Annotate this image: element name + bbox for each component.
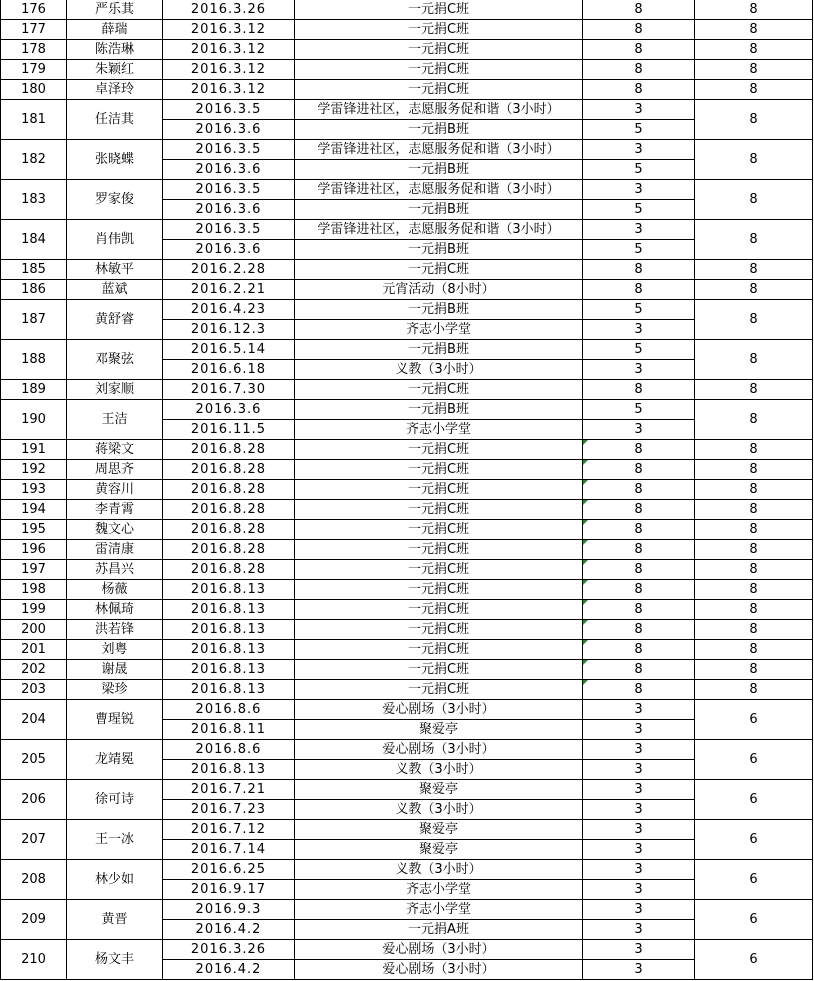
- activity-name: 一元捐C班: [295, 540, 583, 560]
- table-row: [1, 60, 813, 80]
- activity-date: 2016.8.13: [163, 680, 295, 700]
- record-number: 195: [1, 520, 67, 540]
- activity-date: 2016.7.14: [163, 840, 295, 860]
- record-number: 181: [1, 100, 67, 140]
- table-row: [1, 400, 813, 420]
- activity-name: 学雷锋进社区，志愿服务促和谐（3小时）: [295, 220, 583, 240]
- activity-name: 齐志小学堂: [295, 420, 583, 440]
- volunteer-name: 黄容川: [67, 480, 163, 500]
- activity-hours: 8: [583, 440, 695, 460]
- activity-name: 元宵活动（8小时）: [295, 280, 583, 300]
- activity-date: 2016.4.2: [163, 920, 295, 940]
- table-row: [1, 260, 813, 280]
- record-number: 187: [1, 300, 67, 340]
- activity-hours: 5: [583, 120, 695, 140]
- activity-date: 2016.9.3: [163, 900, 295, 920]
- record-number: 193: [1, 480, 67, 500]
- total-hours: 8: [695, 560, 813, 580]
- record-number: 199: [1, 600, 67, 620]
- activity-name: 义教（3小时）: [295, 360, 583, 380]
- activity-hours: 5: [583, 160, 695, 180]
- table-row: [1, 700, 813, 720]
- activity-date: 2016.3.6: [163, 120, 295, 140]
- activity-name: 一元捐C班: [295, 640, 583, 660]
- volunteer-name: 谢晟: [67, 660, 163, 680]
- activity-hours: 8: [583, 580, 695, 600]
- volunteer-name: 李青霄: [67, 500, 163, 520]
- volunteer-name: 杨薇: [67, 580, 163, 600]
- activity-hours: 5: [583, 300, 695, 320]
- activity-name: 一元捐C班: [295, 520, 583, 540]
- activity-name: 一元捐B班: [295, 340, 583, 360]
- activity-date: 2016.3.6: [163, 400, 295, 420]
- activity-name: 一元捐C班: [295, 480, 583, 500]
- total-hours: 8: [695, 640, 813, 660]
- activity-date: 2016.4.23: [163, 300, 295, 320]
- volunteer-name: 蒋梁文: [67, 440, 163, 460]
- activity-hours: 3: [583, 420, 695, 440]
- activity-hours: 8: [583, 260, 695, 280]
- activity-hours: 8: [583, 540, 695, 560]
- activity-date: 2016.8.11: [163, 720, 295, 740]
- activity-name: 一元捐C班: [295, 380, 583, 400]
- total-hours: 6: [695, 940, 813, 980]
- record-number: 202: [1, 660, 67, 680]
- record-number: 179: [1, 60, 67, 80]
- activity-date: 2016.8.13: [163, 600, 295, 620]
- activity-name: 一元捐B班: [295, 160, 583, 180]
- table-row: [1, 860, 813, 880]
- activity-hours: 5: [583, 240, 695, 260]
- activity-hours: 3: [583, 720, 695, 740]
- volunteer-name: 任洁萁: [67, 100, 163, 140]
- activity-date: 2016.8.13: [163, 660, 295, 680]
- volunteer-name: 薛瑞: [67, 20, 163, 40]
- record-number: 203: [1, 680, 67, 700]
- table-row: [1, 220, 813, 240]
- total-hours: 8: [695, 300, 813, 340]
- activity-hours: 5: [583, 400, 695, 420]
- activity-name: 一元捐C班: [295, 660, 583, 680]
- total-hours: 8: [695, 620, 813, 640]
- volunteer-name: 王一冰: [67, 820, 163, 860]
- activity-name: 一元捐C班: [295, 0, 583, 20]
- volunteer-name: 苏昌兴: [67, 560, 163, 580]
- activity-date: 2016.8.13: [163, 760, 295, 780]
- activity-name: 一元捐C班: [295, 440, 583, 460]
- activity-date: 2016.8.28: [163, 560, 295, 580]
- record-number: 189: [1, 380, 67, 400]
- activity-hours: 3: [583, 820, 695, 840]
- activity-name: 一元捐C班: [295, 40, 583, 60]
- total-hours: 8: [695, 600, 813, 620]
- total-hours: 8: [695, 400, 813, 440]
- table-row: [1, 0, 813, 20]
- total-hours: 6: [695, 860, 813, 900]
- activity-name: 一元捐C班: [295, 620, 583, 640]
- activity-hours: 3: [583, 800, 695, 820]
- record-number: 207: [1, 820, 67, 860]
- activity-name: 聚爱亭: [295, 840, 583, 860]
- table-row: [1, 560, 813, 580]
- total-hours: 8: [695, 380, 813, 400]
- activity-hours: 3: [583, 320, 695, 340]
- activity-date: 2016.6.18: [163, 360, 295, 380]
- activity-date: 2016.3.5: [163, 180, 295, 200]
- total-hours: 8: [695, 660, 813, 680]
- record-number: 210: [1, 940, 67, 980]
- table-row: [1, 820, 813, 840]
- activity-date: 2016.8.28: [163, 440, 295, 460]
- record-number: 208: [1, 860, 67, 900]
- total-hours: 8: [695, 340, 813, 380]
- activity-name: 齐志小学堂: [295, 320, 583, 340]
- activity-date: 2016.3.12: [163, 80, 295, 100]
- activity-name: 一元捐B班: [295, 300, 583, 320]
- activity-name: 一元捐C班: [295, 60, 583, 80]
- activity-name: 齐志小学堂: [295, 880, 583, 900]
- activity-date: 2016.7.30: [163, 380, 295, 400]
- record-number: 178: [1, 40, 67, 60]
- table-row: [1, 20, 813, 40]
- table-row: [1, 500, 813, 520]
- activity-date: 2016.6.25: [163, 860, 295, 880]
- total-hours: 6: [695, 740, 813, 780]
- record-number: 205: [1, 740, 67, 780]
- table-row: [1, 380, 813, 400]
- record-number: 180: [1, 80, 67, 100]
- table-row: [1, 280, 813, 300]
- total-hours: 8: [695, 540, 813, 560]
- table-row: [1, 480, 813, 500]
- activity-name: 一元捐C班: [295, 260, 583, 280]
- activity-name: 学雷锋进社区，志愿服务促和谐（3小时）: [295, 140, 583, 160]
- activity-date: 2016.3.26: [163, 0, 295, 20]
- record-number: 192: [1, 460, 67, 480]
- activity-date: 2016.11.5: [163, 420, 295, 440]
- record-number: 190: [1, 400, 67, 440]
- activity-date: 2016.3.12: [163, 40, 295, 60]
- activity-name: 一元捐B班: [295, 120, 583, 140]
- activity-name: 齐志小学堂: [295, 900, 583, 920]
- table-row: [1, 100, 813, 120]
- table-row: [1, 600, 813, 620]
- activity-hours: 3: [583, 220, 695, 240]
- volunteer-name: 林敏平: [67, 260, 163, 280]
- activity-hours: 3: [583, 900, 695, 920]
- total-hours: 8: [695, 220, 813, 260]
- record-number: 197: [1, 560, 67, 580]
- record-number: 201: [1, 640, 67, 660]
- activity-hours: 5: [583, 340, 695, 360]
- volunteer-name: 魏文心: [67, 520, 163, 540]
- activity-hours: 3: [583, 700, 695, 720]
- record-number: 198: [1, 580, 67, 600]
- activity-date: 2016.8.13: [163, 580, 295, 600]
- record-number: 183: [1, 180, 67, 220]
- activity-name: 聚爱亭: [295, 780, 583, 800]
- activity-name: 一元捐C班: [295, 500, 583, 520]
- activity-name: 学雷锋进社区，志愿服务促和谐（3小时）: [295, 100, 583, 120]
- total-hours: 6: [695, 700, 813, 740]
- table-row: [1, 640, 813, 660]
- activity-hours: 8: [583, 280, 695, 300]
- activity-hours: 8: [583, 60, 695, 80]
- activity-date: 2016.7.12: [163, 820, 295, 840]
- activity-name: 爱心剧场（3小时）: [295, 940, 583, 960]
- activity-hours: 8: [583, 620, 695, 640]
- activity-hours: 3: [583, 760, 695, 780]
- activity-hours: 8: [583, 560, 695, 580]
- activity-hours: 8: [583, 600, 695, 620]
- total-hours: 8: [695, 0, 813, 20]
- total-hours: 8: [695, 480, 813, 500]
- table-row: [1, 340, 813, 360]
- activity-date: 2016.8.28: [163, 540, 295, 560]
- activity-hours: 3: [583, 780, 695, 800]
- activity-hours: 3: [583, 960, 695, 980]
- volunteer-name: 严乐萁: [67, 0, 163, 20]
- activity-name: 一元捐C班: [295, 20, 583, 40]
- record-number: 194: [1, 500, 67, 520]
- activity-hours: 3: [583, 100, 695, 120]
- table-row: [1, 140, 813, 160]
- table-row: [1, 520, 813, 540]
- table-row: [1, 460, 813, 480]
- total-hours: 8: [695, 60, 813, 80]
- volunteer-name: 林佩琦: [67, 600, 163, 620]
- record-number: 209: [1, 900, 67, 940]
- record-number: 188: [1, 340, 67, 380]
- activity-hours: 8: [583, 460, 695, 480]
- activity-date: 2016.8.6: [163, 740, 295, 760]
- record-number: 196: [1, 540, 67, 560]
- activity-hours: 8: [583, 520, 695, 540]
- record-number: 191: [1, 440, 67, 460]
- activity-hours: 3: [583, 940, 695, 960]
- table-row: [1, 620, 813, 640]
- record-number: 204: [1, 700, 67, 740]
- table-row: [1, 40, 813, 60]
- activity-date: 2016.8.28: [163, 480, 295, 500]
- volunteer-name: 梁珍: [67, 680, 163, 700]
- activity-hours: 8: [583, 500, 695, 520]
- table-row: [1, 900, 813, 920]
- activity-name: 一元捐C班: [295, 600, 583, 620]
- table-row: [1, 540, 813, 560]
- activity-hours: 8: [583, 640, 695, 660]
- volunteer-name: 徐可诗: [67, 780, 163, 820]
- activity-hours: 3: [583, 920, 695, 940]
- volunteer-name: 蓝斌: [67, 280, 163, 300]
- activity-date: 2016.3.6: [163, 200, 295, 220]
- activity-date: 2016.12.3: [163, 320, 295, 340]
- activity-date: 2016.8.28: [163, 520, 295, 540]
- activity-hours: 8: [583, 480, 695, 500]
- record-number: 182: [1, 140, 67, 180]
- total-hours: 8: [695, 440, 813, 460]
- volunteer-name: 刘家顺: [67, 380, 163, 400]
- table-row: [1, 440, 813, 460]
- activity-name: 一元捐C班: [295, 580, 583, 600]
- volunteer-name: 黄舒睿: [67, 300, 163, 340]
- activity-hours: 3: [583, 880, 695, 900]
- volunteer-name: 王洁: [67, 400, 163, 440]
- activity-date: 2016.3.5: [163, 140, 295, 160]
- table-row: [1, 940, 813, 960]
- table-row: [1, 80, 813, 100]
- volunteer-name: 洪若锋: [67, 620, 163, 640]
- activity-date: 2016.2.21: [163, 280, 295, 300]
- volunteer-name: 卓泽玲: [67, 80, 163, 100]
- total-hours: 8: [695, 140, 813, 180]
- table-row: [1, 780, 813, 800]
- table-row: [1, 300, 813, 320]
- activity-hours: 3: [583, 360, 695, 380]
- activity-name: 学雷锋进社区，志愿服务促和谐（3小时）: [295, 180, 583, 200]
- total-hours: 6: [695, 900, 813, 940]
- activity-date: 2016.3.5: [163, 100, 295, 120]
- activity-date: 2016.3.5: [163, 220, 295, 240]
- volunteer-name: 刘粤: [67, 640, 163, 660]
- total-hours: 8: [695, 80, 813, 100]
- total-hours: 8: [695, 280, 813, 300]
- volunteer-name: 黄晋: [67, 900, 163, 940]
- total-hours: 8: [695, 460, 813, 480]
- activity-name: 义教（3小时）: [295, 760, 583, 780]
- record-number: 185: [1, 260, 67, 280]
- activity-date: 2016.3.6: [163, 160, 295, 180]
- total-hours: 8: [695, 580, 813, 600]
- activity-hours: 3: [583, 840, 695, 860]
- volunteer-name: 朱颖红: [67, 60, 163, 80]
- total-hours: 8: [695, 180, 813, 220]
- table-row: [1, 660, 813, 680]
- record-number: 206: [1, 780, 67, 820]
- activity-hours: 5: [583, 200, 695, 220]
- activity-date: 2016.4.2: [163, 960, 295, 980]
- activity-date: 2016.8.6: [163, 700, 295, 720]
- activity-name: 一元捐C班: [295, 680, 583, 700]
- record-number: 184: [1, 220, 67, 260]
- total-hours: 8: [695, 100, 813, 140]
- activity-hours: 3: [583, 180, 695, 200]
- activity-hours: 3: [583, 140, 695, 160]
- activity-hours: 3: [583, 860, 695, 880]
- volunteer-name: 张晓蝶: [67, 140, 163, 180]
- total-hours: 8: [695, 260, 813, 280]
- activity-date: 2016.5.14: [163, 340, 295, 360]
- activity-name: 一元捐B班: [295, 240, 583, 260]
- activity-name: 爱心剧场（3小时）: [295, 740, 583, 760]
- activity-name: 一元捐C班: [295, 80, 583, 100]
- table-body: [1, 0, 813, 980]
- volunteer-name: 杨文丰: [67, 940, 163, 980]
- volunteer-name: 肖伟凯: [67, 220, 163, 260]
- record-number: 200: [1, 620, 67, 640]
- activity-date: 2016.2.28: [163, 260, 295, 280]
- activity-date: 2016.3.12: [163, 60, 295, 80]
- volunteer-name: 龙靖冕: [67, 740, 163, 780]
- activity-date: 2016.8.28: [163, 500, 295, 520]
- activity-name: 义教（3小时）: [295, 860, 583, 880]
- activity-name: 一元捐B班: [295, 200, 583, 220]
- activity-date: 2016.7.23: [163, 800, 295, 820]
- activity-date: 2016.8.13: [163, 640, 295, 660]
- activity-hours: 8: [583, 380, 695, 400]
- activity-hours: 8: [583, 40, 695, 60]
- total-hours: 6: [695, 780, 813, 820]
- record-number: 176: [1, 0, 67, 20]
- activity-hours: 8: [583, 660, 695, 680]
- activity-name: 义教（3小时）: [295, 800, 583, 820]
- activity-hours: 8: [583, 0, 695, 20]
- total-hours: 8: [695, 500, 813, 520]
- volunteer-name: 邓聚弦: [67, 340, 163, 380]
- volunteer-name: 林少如: [67, 860, 163, 900]
- total-hours: 8: [695, 520, 813, 540]
- activity-date: 2016.7.21: [163, 780, 295, 800]
- activity-date: 2016.3.26: [163, 940, 295, 960]
- volunteer-name: 罗家俊: [67, 180, 163, 220]
- volunteer-name: 雷清康: [67, 540, 163, 560]
- total-hours: 8: [695, 40, 813, 60]
- activity-name: 一元捐C班: [295, 560, 583, 580]
- activity-date: 2016.3.12: [163, 20, 295, 40]
- volunteer-name: 陈浩琳: [67, 40, 163, 60]
- total-hours: 6: [695, 820, 813, 860]
- volunteer-name: 曹瑆锐: [67, 700, 163, 740]
- activity-date: 2016.8.13: [163, 620, 295, 640]
- activity-name: 一元捐A班: [295, 920, 583, 940]
- activity-name: 一元捐C班: [295, 460, 583, 480]
- total-hours: 8: [695, 680, 813, 700]
- record-number: 186: [1, 280, 67, 300]
- activity-name: 一元捐B班: [295, 400, 583, 420]
- activity-hours: 3: [583, 740, 695, 760]
- activity-date: 2016.8.28: [163, 460, 295, 480]
- activity-hours: 8: [583, 80, 695, 100]
- volunteer-name: 周思齐: [67, 460, 163, 480]
- table-row: [1, 180, 813, 200]
- activity-date: 2016.3.6: [163, 240, 295, 260]
- total-hours: 8: [695, 20, 813, 40]
- record-number: 177: [1, 20, 67, 40]
- activity-name: 爱心剧场（3小时）: [295, 960, 583, 980]
- activity-date: 2016.9.17: [163, 880, 295, 900]
- table-row: [1, 740, 813, 760]
- activity-name: 爱心剧场（3小时）: [295, 700, 583, 720]
- table-row: [1, 580, 813, 600]
- activity-name: 聚爱亭: [295, 720, 583, 740]
- activity-hours: 8: [583, 680, 695, 700]
- activity-hours: 8: [583, 20, 695, 40]
- table-row: [1, 680, 813, 700]
- activity-name: 聚爱亭: [295, 820, 583, 840]
